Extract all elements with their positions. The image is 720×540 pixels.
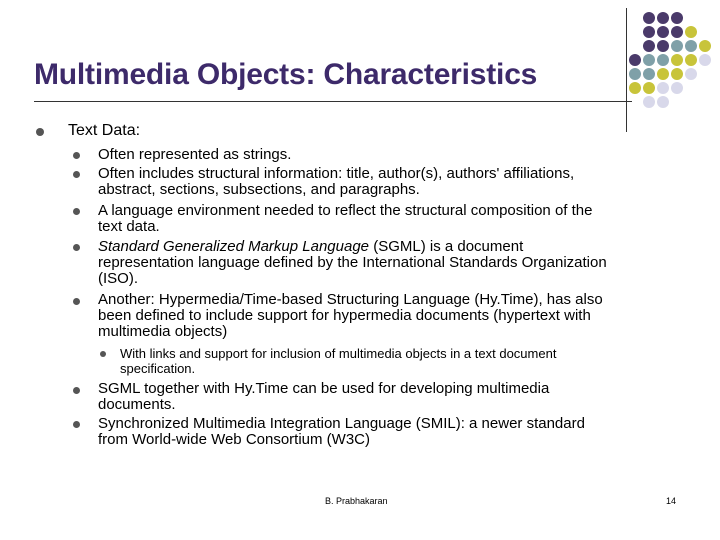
title-divider	[34, 101, 632, 102]
list-item: A language environment needed to reflect the structural composition of the text data.	[98, 202, 593, 235]
footer-author: B. Prabhakaran	[325, 496, 388, 506]
list-item: Synchronized Multimedia Integration Language (SMIL): a newer standard from World-wide Web Consortium (W3C)	[98, 415, 585, 448]
bullet-icon	[73, 298, 80, 305]
sgml-term: Standard Generalized Markup Language	[98, 238, 370, 255]
sub-list-item: With links and support for inclusion of multimedia objects in a text document specification.	[120, 346, 557, 376]
bullet-icon	[73, 152, 80, 159]
list-item: Often represented as strings.	[98, 146, 292, 163]
list-item: Another: Hypermedia/Time-based Structuring Language (Hy.Time), has also been defined to include support for hypermedia documents (hypertext with multimedia objects)	[98, 291, 603, 340]
list-item	[98, 239, 607, 287]
bullet-icon	[100, 351, 106, 357]
vertical-divider	[626, 8, 627, 132]
level1-heading: Text Data:	[68, 122, 141, 139]
bullet-icon	[36, 128, 44, 136]
bullet-icon	[73, 421, 80, 428]
slide-title: Multimedia Objects: Characteristics	[34, 58, 538, 91]
bullet-icon	[73, 208, 80, 215]
page-number: 14	[666, 496, 677, 506]
list-item: Often includes structural information: title, author(s), authors' affiliations, abstract, sections, subsections, and paragraphs.	[98, 165, 575, 198]
bullet-icon	[73, 387, 80, 394]
bullet-icon	[73, 171, 80, 178]
list-item: SGML together with Hy.Time can be used for developing multimedia documents.	[98, 380, 550, 413]
bullet-icon	[73, 244, 80, 251]
sgml-description: (SGML) is a document representation language defined by the International Standards Organization (ISO).	[98, 238, 607, 287]
